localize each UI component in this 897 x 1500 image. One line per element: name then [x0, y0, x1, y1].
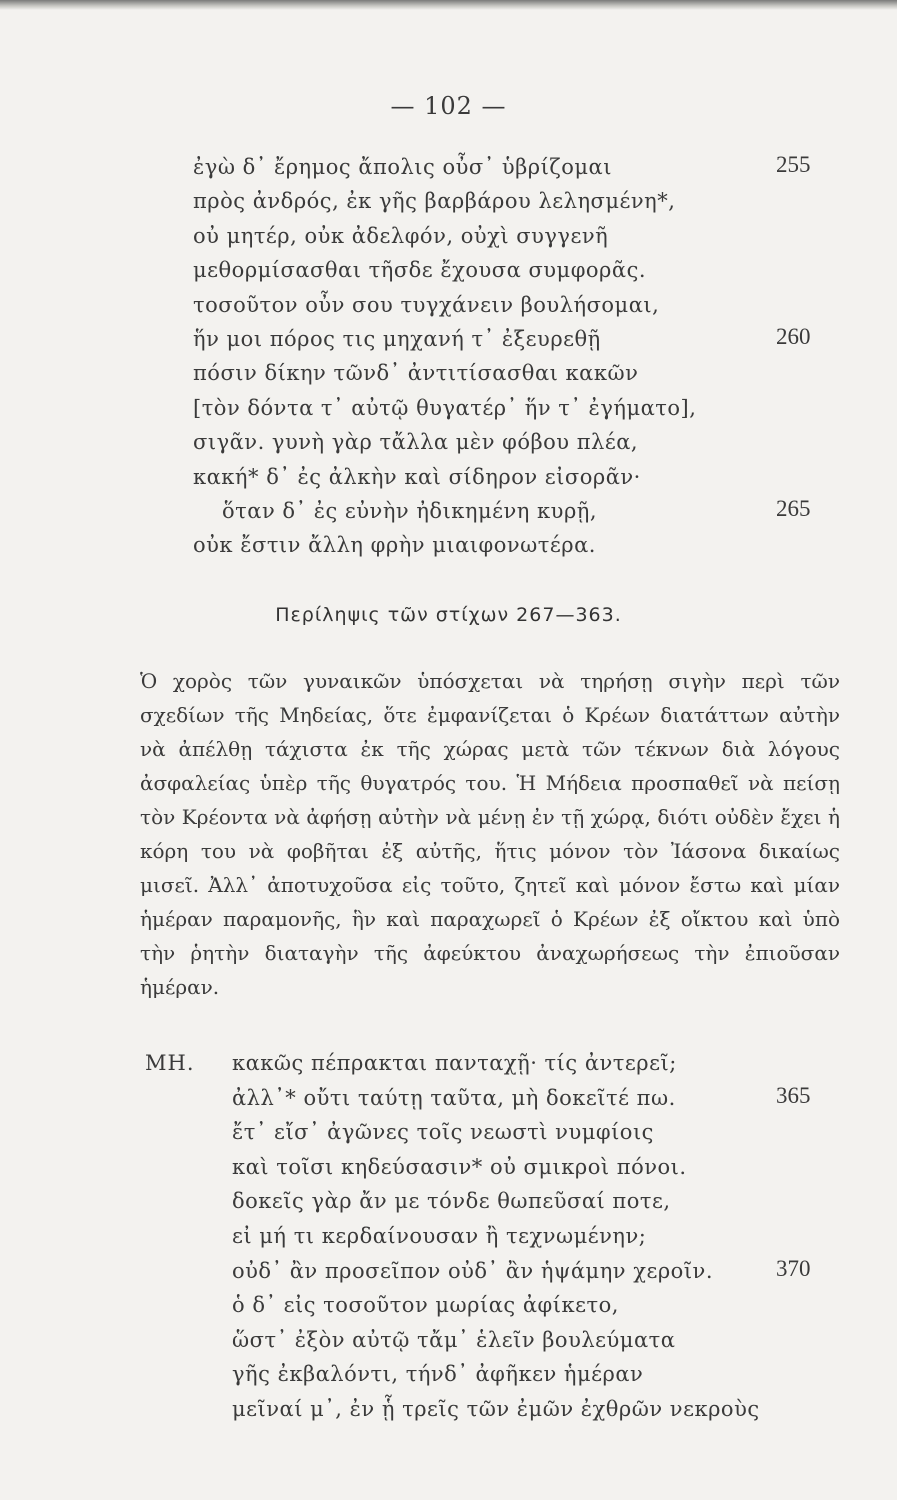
verse-line: οὐκ ἔστιν ἄλλη φρὴν μιαιφονωτέρα.: [193, 533, 596, 558]
summary-heading: Περίληψις τῶν στίχων 267—363.: [275, 604, 622, 626]
verse-line: κακῶς πέπρακται πανταχῇ· τίς ἀντερεῖ;: [232, 1051, 677, 1075]
verse-line: ἥν μοι πόρος τις μηχανή τ᾽ ἐξευρεθῇ: [193, 327, 601, 351]
verse-line: ὁ δ᾽ εἰς τοσοῦτον μωρίας ἀφίκετο,: [232, 1293, 619, 1318]
verse-line: κακή* δ᾽ ἐς ἀλκὴν καὶ σίδηρον εἰσορᾶν·: [193, 464, 641, 489]
speaker-label: ΜΗ.: [145, 1051, 195, 1075]
verse-line: μεῖναί μ᾽, ἐν ᾗ τρεῖς τῶν ἐμῶν ἐχθρῶν νεκροὺς: [232, 1397, 760, 1421]
verse-line: σιγᾶν. γυνὴ γὰρ τἄλλα μὲν φόβου πλέα,: [193, 430, 639, 455]
verse-line: μεθορμίσασθαι τῆσδε ἔχουσα συμφορᾶς.: [193, 258, 647, 283]
line-number: 365: [776, 1082, 811, 1108]
verse-line: καὶ τοῖσι κηδεύσασιν* οὐ σμικροὶ πόνοι.: [232, 1154, 687, 1179]
verse-line: ἔτ᾽ εἴσ᾽ ἀγῶνες τοῖς νεωστὶ νυμφίοις: [232, 1120, 654, 1145]
line-number: 260: [776, 324, 811, 349]
verse-line: οὐδ᾽ ἂν προσεῖπον οὐδ᾽ ἂν ἡψάμην χεροῖν.: [232, 1258, 713, 1283]
top-edge-shadow: [0, 0, 897, 10]
verse-line: τοσοῦτον οὖν σου τυγχάνειν βουλήσομαι,: [193, 292, 660, 317]
verse-line: οὐ μητέρ, οὐκ ἀδελφόν, οὐχὶ συγγενῆ: [193, 223, 609, 248]
verse-line: εἰ μή τι κερδαίνουσαν ἢ τεχνωμένην;: [232, 1224, 647, 1248]
verse-line: ὅταν δ᾽ ἐς εὐνὴν ἠδικημένη κυρῇ,: [222, 499, 598, 523]
verse-line: δοκεῖς γὰρ ἄν με τόνδε θωπεῦσαί ποτε,: [232, 1189, 671, 1214]
verse-line: γῆς ἐκβαλόντι, τήνδ᾽ ἀφῆκεν ἡμέραν: [232, 1362, 644, 1387]
line-number: 265: [776, 496, 811, 521]
line-number: 255: [776, 152, 811, 177]
verse-line: ἀλλ᾽* οὔτι ταύτῃ ταῦτα, μὴ δοκεῖτέ πω.: [232, 1085, 676, 1110]
verse-line: ἐγὼ δ᾽ ἔρημος ἄπολις οὖσ᾽ ὑβρίζομαι: [193, 155, 612, 179]
verse-line: πρὸς ἀνδρός, ἐκ γῆς βαρβάρου λελησμένη*,: [193, 189, 676, 214]
summary-paragraph: Ὁ χορὸς τῶν γυναικῶν ὑπόσχεται νὰ τηρήσῃ σιγὴν περὶ τῶν σχεδίων τῆς Μηδείας, ὅτε ἐμφανίζεται ὁ Κρέων διατάττων αὐτὴν νὰ ἀπέλθῃ τάχιστα ἐκ τῆς χώρας μετὰ τῶν τέκνων διὰ λόγους ἀσφαλείας ὑπὲρ τῆς θυγατρός του. Ἡ Μήδεια προσπαθεῖ νὰ πείσῃ τὸν Κρέοντα νὰ ἀφήσῃ αὐτὴν νὰ μένῃ ἐν τῇ χώρᾳ, διότι οὐδὲν ἔχει ἡ κόρη του νὰ φοβῆται ἐξ αὐτῆς, ἥτις μόνον τὸν Ἰάσονα δικαίως μισεῖ. Ἀλλ᾽ ἀποτυχοῦσα εἰς τοῦτο, ζητεῖ καὶ μόνον ἔστω καὶ μίαν ἡμέραν παραμονῆς, ἣν καὶ παραχωρεῖ ὁ Κρέων ἐξ οἴκτου καὶ ὑπὸ τὴν ῥητὴν διαταγὴν τῆς ἀφεύκτου ἀναχωρήσεως τὴν ἐπιοῦσαν ἡμέραν.: [140, 669, 840, 999]
page-number: — 102 —: [390, 92, 507, 120]
verse-line: ὥστ᾽ ἐξὸν αὐτῷ τἄμ᾽ ἑλεῖν βουλεύματα: [232, 1327, 676, 1352]
verse-line: πόσιν δίκην τῶνδ᾽ ἀντιτίσασθαι κακῶν: [193, 361, 639, 386]
verse-line: [τὸν δόντα τ᾽ αὐτῷ θυγατέρ᾽ ἥν τ᾽ ἐγήματο],: [193, 395, 697, 420]
line-number: 370: [776, 1255, 811, 1281]
